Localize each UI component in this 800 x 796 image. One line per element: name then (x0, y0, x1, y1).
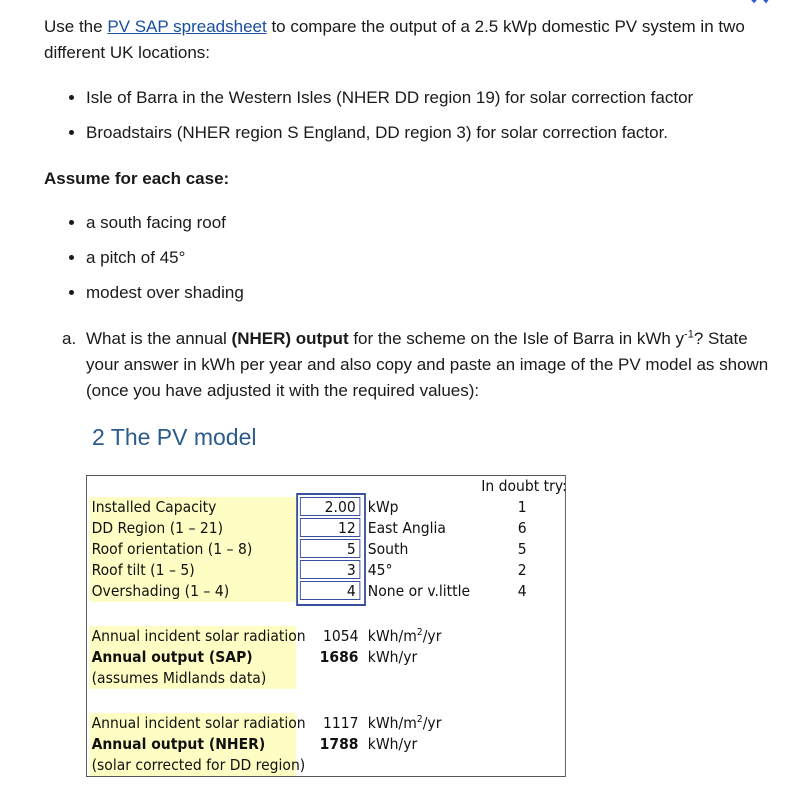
list-item: • a pitch of 45° (86, 245, 244, 280)
assume-heading: Assume for each case: (44, 169, 230, 188)
sap-radiation-unit-sup: 2 (416, 627, 423, 638)
corner-arrow-icon (746, 0, 772, 4)
sap-labels (90, 626, 306, 689)
input-labels (90, 497, 296, 602)
intro-before-link: Use the (44, 17, 108, 36)
intro-after-link: to compare the output of a 2.5 kWp domestic PV system in two different UK locations: (44, 17, 745, 62)
nher-radiation-unit-suffix: /yr (422, 714, 442, 732)
pv-model-spreadsheet-image (86, 475, 566, 777)
roof-orientation-input[interactable]: 5 (300, 539, 360, 558)
nher-radiation-label: Annual incident solar radiation (91, 714, 306, 732)
overshading-input[interactable]: 4 (300, 581, 360, 600)
question-text-part2: for the scheme on the Isle of Barra in kWh y (348, 329, 685, 348)
sap-radiation-value: 1054 (322, 627, 359, 645)
sap-note: (assumes Midlands data) (91, 669, 267, 687)
nher-labels (90, 713, 306, 776)
sap-output-unit: kWh/yr (367, 648, 418, 666)
nher-radiation-value: 1117 (322, 714, 359, 732)
hint-dd-region: 6 (517, 519, 527, 537)
roof-tilt-input[interactable]: 3 (300, 560, 360, 579)
label-dd-region: DD Region (1 – 21) (91, 519, 224, 537)
dd-region-input[interactable]: 12 (300, 518, 360, 537)
hint-roof-orientation: 5 (517, 540, 527, 558)
unit-overshading: None or v.little (367, 582, 471, 600)
question-a (62, 326, 772, 404)
unit-dd-region: East Anglia (367, 519, 446, 537)
hint-overshading: 4 (517, 582, 527, 600)
sap-output-value: 1686 (319, 648, 359, 666)
nher-radiation-unit-sup: 2 (416, 714, 423, 725)
doubt-header: In doubt try: (481, 477, 567, 495)
sap-output-label: Annual output (SAP) (91, 648, 253, 666)
unit-installed-capacity: kWp (367, 498, 399, 516)
nher-radiation-unit (368, 713, 442, 734)
model-title: 2 The PV model (92, 424, 257, 450)
list-item: • Broadstairs (NHER region S England, DD region 3) for solar correction factor. (86, 120, 693, 155)
nher-radiation-unit-base: kWh/m (367, 714, 417, 732)
hint-roof-tilt: 2 (517, 561, 527, 579)
hint-installed-capacity: 1 (517, 498, 527, 516)
pv-sap-spreadsheet-link[interactable]: PV SAP spreadsheet (107, 17, 267, 36)
question-text-sup: -1 (684, 328, 694, 341)
nher-output-value: 1788 (319, 735, 359, 753)
nher-note: (solar corrected for DD region) (91, 756, 306, 774)
assumptions-list (44, 210, 244, 315)
question-text-part1: What is the annual (86, 329, 232, 348)
intro-paragraph (44, 14, 774, 66)
question-text (86, 326, 772, 404)
sap-radiation-label: Annual incident solar radiation (91, 627, 306, 645)
label-roof-orientation: Roof orientation (1 – 8) (91, 540, 253, 558)
nher-output-label: Annual output (NHER) (91, 735, 266, 753)
locations-list (44, 85, 693, 155)
list-item: • modest over shading (86, 280, 244, 315)
label-roof-tilt: Roof tilt (1 – 5) (91, 561, 195, 579)
nher-output-unit: kWh/yr (367, 735, 418, 753)
unit-roof-tilt: 45° (367, 561, 393, 579)
sap-radiation-unit (368, 626, 442, 647)
list-item: • Isle of Barra in the Western Isles (NHER DD region 19) for solar correction factor (86, 85, 693, 120)
question-text-part3: ? State your answer in kWh per year and also copy and paste an image of the PV model as shown (once you have adjusted it with the required values): (86, 329, 769, 400)
installed-capacity-input[interactable]: 2.00 (300, 497, 360, 516)
unit-roof-orientation: South (367, 540, 409, 558)
question-text-bold: (NHER) output (231, 329, 349, 348)
sap-radiation-unit-base: kWh/m (367, 627, 417, 645)
list-item: • a south facing roof (86, 210, 244, 245)
label-installed-capacity: Installed Capacity (91, 498, 217, 516)
sap-radiation-unit-suffix: /yr (422, 627, 442, 645)
question-number: a. (62, 329, 77, 348)
label-overshading: Overshading (1 – 4) (91, 582, 230, 600)
